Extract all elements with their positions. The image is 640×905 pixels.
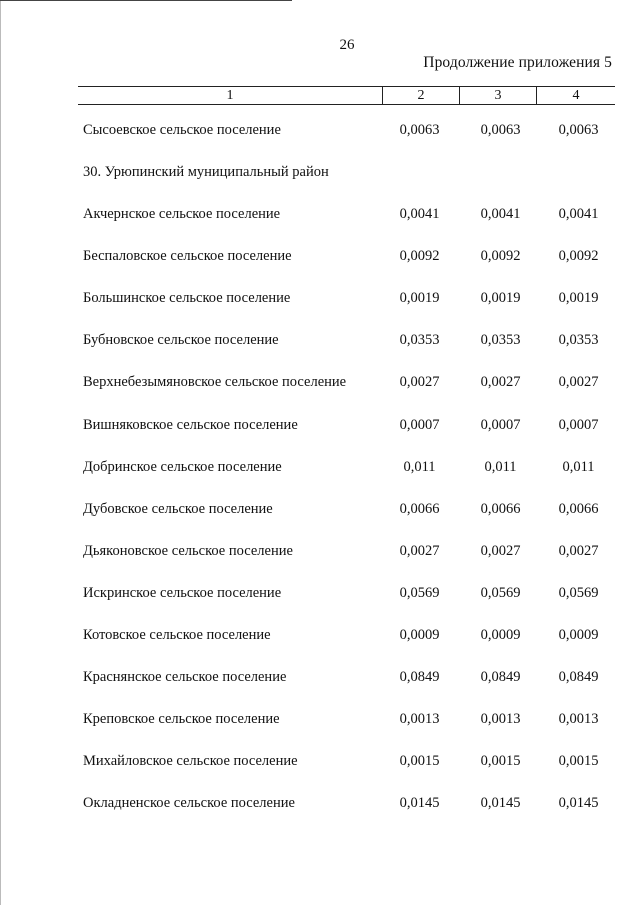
row-value-col2: 0,0009	[399, 627, 440, 643]
table-row	[0, 206, 640, 226]
continuation-note: Продолжение приложения 5	[423, 54, 612, 71]
table-row	[0, 332, 640, 352]
row-value-col4: 0,0013	[558, 711, 599, 728]
table-row	[0, 417, 640, 437]
column-header-3: 3	[459, 87, 536, 104]
row-value-col3: 0,0019	[480, 290, 521, 307]
table-row	[0, 290, 640, 310]
column-header-4: 4	[536, 87, 615, 104]
table-row	[0, 248, 640, 268]
row-value-col2: 0,0015	[399, 753, 440, 770]
row-value-col3: 0,0063	[480, 122, 521, 138]
row-value-col4: 0,0019	[558, 290, 599, 307]
row-value-col2: 0,0353	[399, 332, 440, 349]
row-value-col3: 0,0009	[480, 627, 521, 643]
row-value-col2: 0,0092	[399, 248, 440, 265]
table-header	[78, 86, 615, 105]
table-row	[0, 501, 640, 521]
row-value-col2: 0,0849	[399, 669, 440, 686]
row-value-col2: 0,0027	[399, 542, 440, 559]
row-value-col3: 0,0015	[480, 753, 521, 770]
row-value-col3: 0,0027	[480, 374, 521, 391]
row-value-col3: 0,0027	[480, 542, 521, 559]
row-name: Дубовское сельское поселение	[83, 500, 273, 517]
row-value-col4: 0,0009	[558, 627, 599, 643]
row-value-col3: 0,0849	[480, 669, 521, 686]
table-row	[0, 459, 640, 479]
row-value-col2: 0,0569	[399, 584, 440, 601]
row-value-col4: 0,0145	[558, 795, 599, 812]
row-value-col3: 0,0066	[480, 500, 521, 517]
row-value-col2: 0,0007	[399, 416, 440, 433]
row-value-col2: 0,0041	[399, 206, 440, 222]
row-name: Краснянское сельское поселение	[83, 669, 287, 686]
row-name: Вишняковское сельское поселение	[83, 416, 298, 433]
table-row	[0, 753, 640, 773]
row-name: Добринское сельское поселение	[83, 458, 282, 475]
top-rule	[0, 0, 292, 1]
row-value-col4: 0,0041	[558, 206, 599, 222]
row-name: Верхнебезымяновское сельское поселение	[83, 374, 347, 391]
row-value-col2: 0,0027	[399, 374, 440, 391]
page-number: 26	[339, 37, 355, 53]
row-value-col2: 0,0066	[399, 500, 440, 517]
row-value-col4: 0,0063	[558, 122, 599, 138]
table-row	[0, 122, 640, 142]
row-value-col4: 0,0092	[558, 248, 599, 265]
row-name: Окладненское сельское поселение	[83, 795, 295, 812]
row-name: Креповское сельское поселение	[83, 711, 280, 728]
row-value-col2: 0,0063	[399, 122, 440, 138]
row-value-col3: 0,0092	[480, 248, 521, 265]
row-value-col3: 0,0007	[480, 416, 521, 433]
row-name: Котовское сельское поселение	[83, 627, 271, 643]
row-value-col4: 0,011	[562, 458, 595, 475]
table-row	[0, 585, 640, 605]
row-value-col2: 0,0013	[399, 711, 440, 728]
column-header-2: 2	[382, 87, 459, 104]
row-name: Михайловское сельское поселение	[83, 753, 298, 770]
column-header-1: 1	[226, 88, 234, 103]
row-value-col3: 0,0569	[480, 584, 521, 601]
row-value-col4: 0,0569	[558, 584, 599, 601]
row-value-col4: 0,0015	[558, 753, 599, 770]
row-value-col3: 0,0041	[480, 206, 521, 222]
row-value-col2: 0,0019	[399, 290, 440, 307]
row-name: Дьяконовское сельское поселение	[83, 542, 293, 559]
row-value-col2: 0,011	[403, 458, 436, 475]
row-value-col3: 0,011	[484, 458, 517, 475]
row-value-col4: 0,0849	[558, 669, 599, 686]
table-row	[0, 795, 640, 815]
row-name: Сысоевское сельское поселение	[83, 122, 281, 138]
row-value-col4: 0,0027	[558, 542, 599, 559]
row-name: Акчернское сельское поселение	[83, 206, 281, 222]
row-value-col2: 0,0145	[399, 795, 440, 812]
table-row	[0, 627, 640, 647]
row-name: Большинское сельское поселение	[83, 290, 291, 307]
table-row	[0, 543, 640, 563]
section-title: 30. Урюпинский муниципальный район	[83, 164, 329, 180]
table-row	[0, 711, 640, 731]
row-value-col4: 0,0007	[558, 416, 599, 433]
row-value-col3: 0,0145	[480, 795, 521, 812]
table-row	[0, 669, 640, 689]
row-name: Искринское сельское поселение	[83, 584, 282, 601]
row-name: Бубновское сельское поселение	[83, 332, 279, 349]
table-row	[0, 374, 640, 394]
row-value-col4: 0,0066	[558, 500, 599, 517]
row-value-col3: 0,0353	[480, 332, 521, 349]
row-value-col4: 0,0027	[558, 374, 599, 391]
row-value-col4: 0,0353	[558, 332, 599, 349]
row-name: Беспаловское сельское поселение	[83, 248, 292, 265]
row-value-col3: 0,0013	[480, 711, 521, 728]
